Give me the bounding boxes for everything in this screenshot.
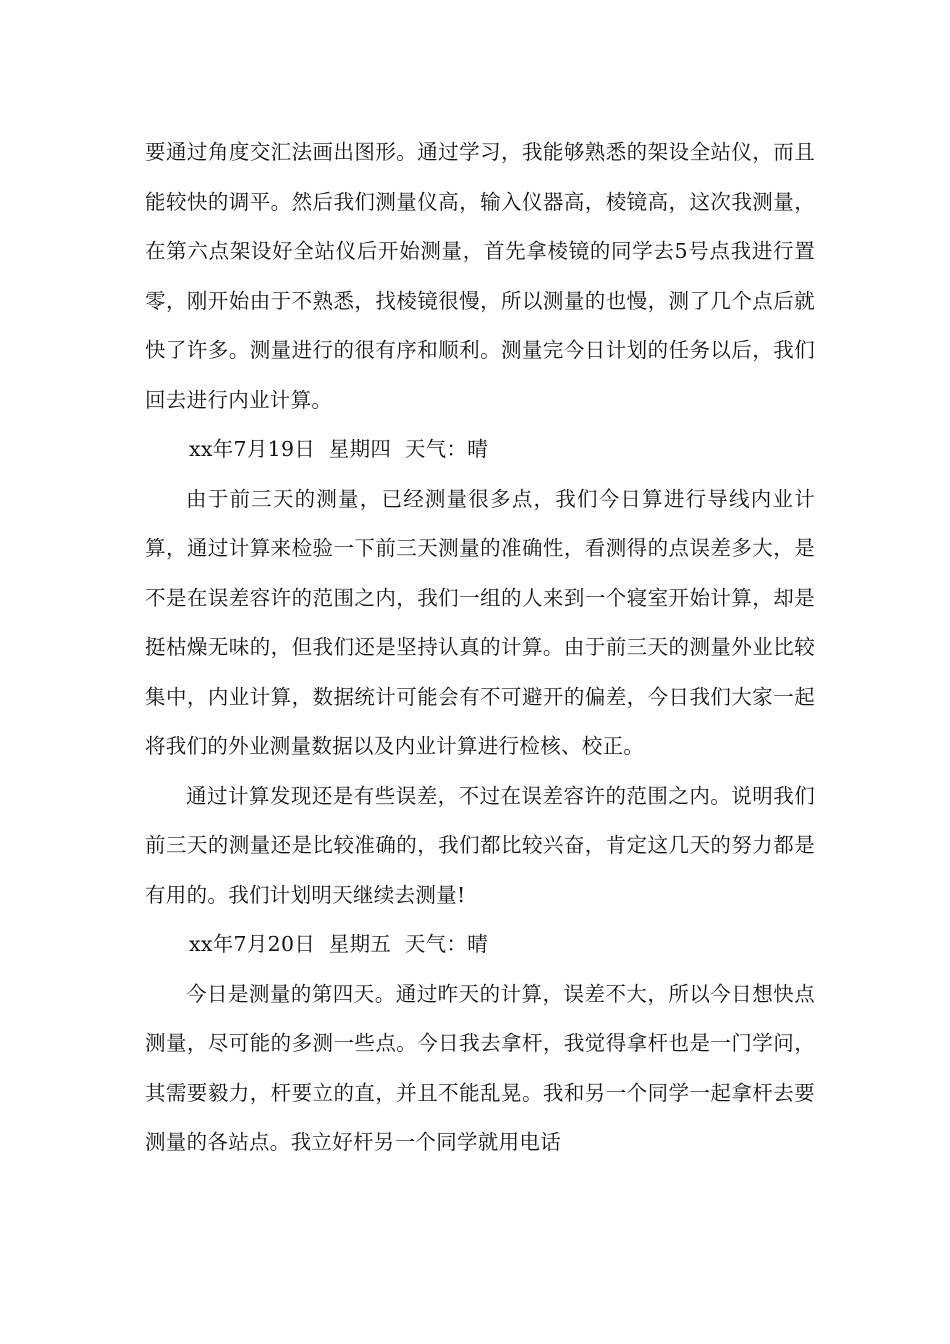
diary-date-line: xx年7月19日 星期四 天气：晴 — [189, 437, 489, 461]
paragraph: 今日是测量的第四天。通过昨天的计算，误差不大，所以今日想快点测量，尽可能的多测一些点。今日我去拿杆，我觉得拿杆也是一门学问，其需要毅力，杆要立的直，并且不能乱晃。我和另一个同学一起拿杆去要测量的各站点。我立好杆另一个同学就用电话 — [145, 981, 815, 1154]
diary-date-line: xx年7月20日 星期五 天气：晴 — [189, 932, 489, 956]
paragraph: 由于前三天的测量，已经测量很多点，我们今日算进行导线内业计算，通过计算来检验一下前三天测量的准确性，看测得的点误差多大，是不是在误差容许的范围之内，我们一组的人来到一个寝室开始计算，却是挺枯燥无味的，但我们还是坚持认真的计算。由于前三天的测量外业比较集中，内业计算，数据统计可能会有不可避开的偏差，今日我们大家一起将我们的外业测量数据以及内业计算进行检核、校正。 — [145, 486, 815, 758]
paragraph: 通过计算发现还是有些误差，不过在误差容许的范围之内。说明我们前三天的测量还是比较准确的，我们都比较兴奋，肯定这几天的努力都是有用的。我们计划明天继续去测量! — [145, 783, 815, 907]
document-body — [145, 128, 815, 1168]
paragraph-continuation: 要通过角度交汇法画出图形。通过学习，我能够熟悉的架设全站仪，而且能较快的调平。然后我们测量仪高，输入仪器高，棱镜高，这次我测量，在第六点架设好全站仪后开始测量，首先拿棱镜的同学去5号点我进行置零，刚开始由于不熟悉，找棱镜很慢，所以测量的也慢，测了几个点后就快了许多。测量进行的很有序和顺利。测量完今日计划的任务以后，我们回去进行内业计算。 — [145, 140, 815, 412]
